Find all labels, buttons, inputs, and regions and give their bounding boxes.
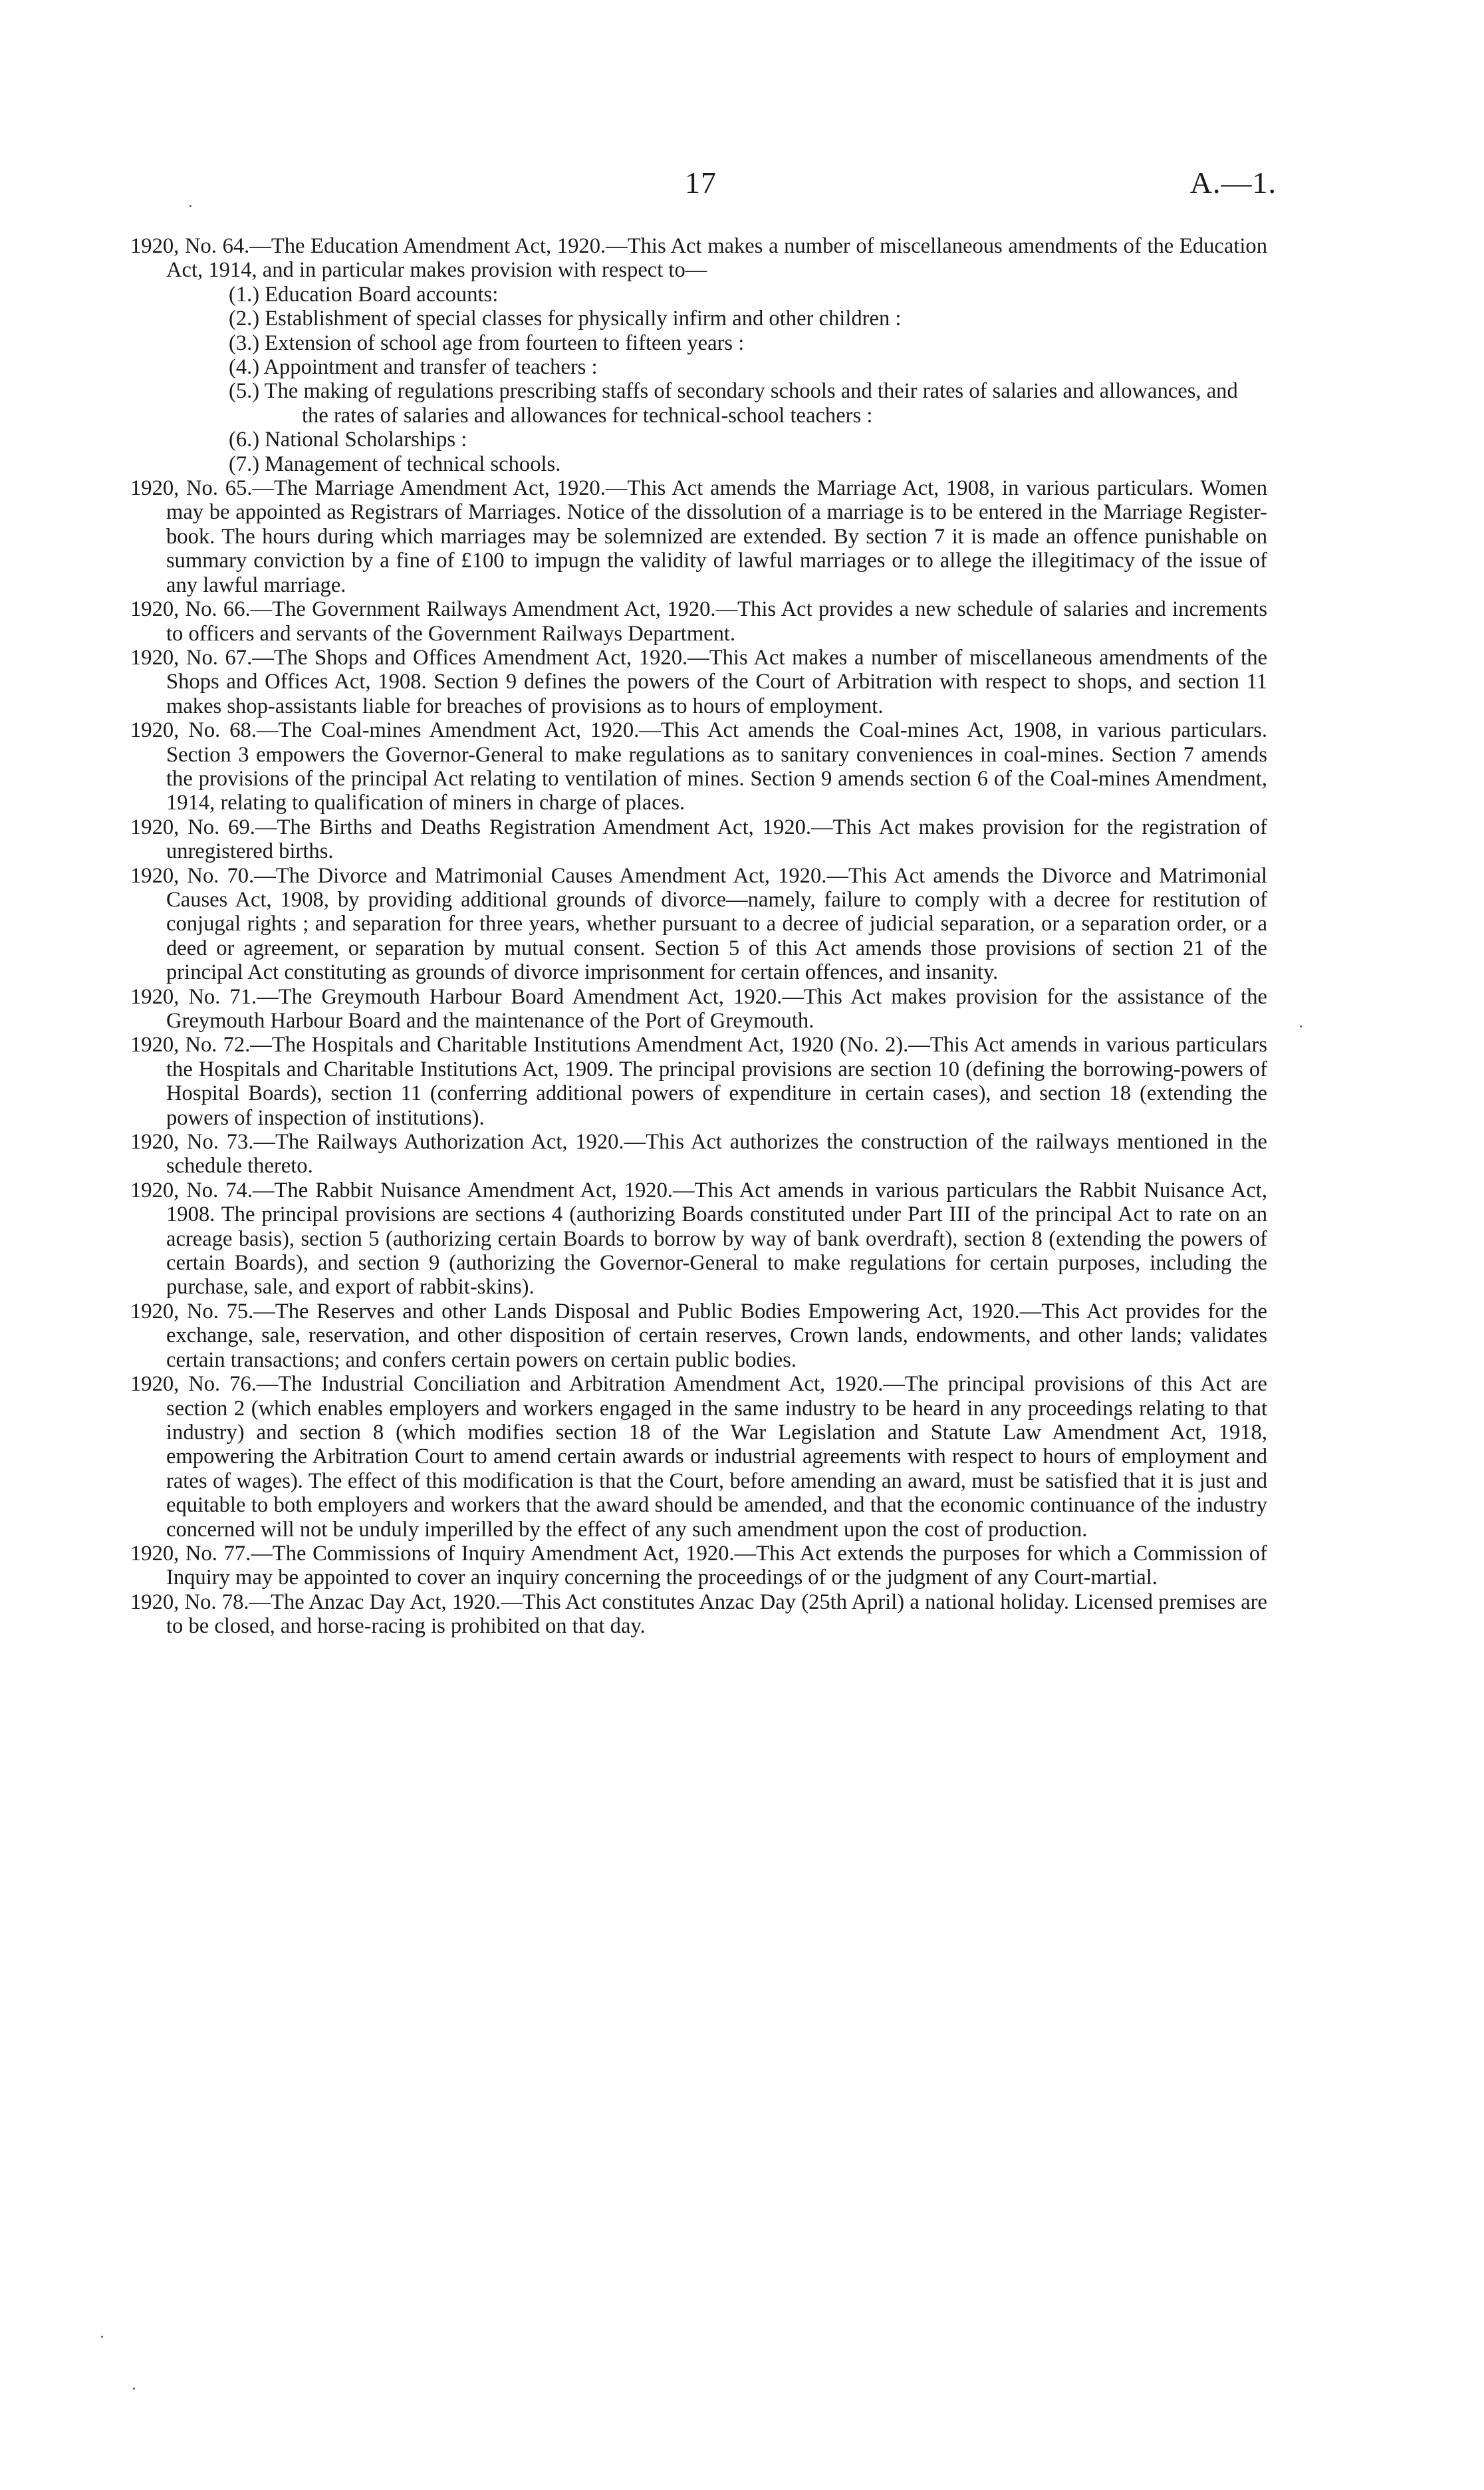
act-entry-64: 1920, No. 64.—The Education Amendment Act, 1920.—This Act makes a number of miscellaneous amendments of the Education Act, 1914, and in particular makes provision with respect to— — [130, 234, 1267, 283]
provision-item: (5.) The making of regulations prescribing staffs of secondary schools and their rates of salaries and allowances, and the rates of salaries and allowances for technical-school teachers : — [229, 379, 1238, 428]
scan-speck — [133, 2388, 135, 2390]
document-reference: A.—1. — [1189, 166, 1277, 200]
act-entry-66: 1920, No. 66.—The Government Railways Amendment Act, 1920.—This Act provides a new schedule of salaries and increments to officers and servants of the Government Railways Department. — [130, 597, 1267, 646]
act-entry-74: 1920, No. 74.—The Rabbit Nuisance Amendment Act, 1920.—This Act amends in various particulars the Rabbit Nuisance Act, 1908. The principal provisions are sections 4 (authorizing Boards constituted under Part III of the principal Act to rate on an acreage basis), section 5 (authorizing certain Boards to borrow by way of bank overdraft), section 8 (extending the powers of certain Boards), and section 9 (authorizing the Governor-General to make regulations for certain purposes, including the purchase, sale, and export of rabbit-skins). — [130, 1178, 1267, 1300]
act-entry-73: 1920, No. 73.—The Railways Authorization Act, 1920.—This Act authorizes the construction of the railways mentioned in the schedule thereto. — [130, 1130, 1267, 1178]
act-list — [130, 234, 1267, 1639]
page-header — [0, 165, 1484, 205]
provision-item: (1.) Education Board accounts: — [229, 282, 499, 307]
act-entry-76: 1920, No. 76.—The Industrial Conciliation and Arbitration Amendment Act, 1920.—The principal provisions of this Act are section 2 (which enables employers and workers engaged in the same industry to be heard in any proceedings relating to that industry) and section 8 (which modifies section 18 of the War Legislation and Statute Law Amendment Act, 1918, empowering the Arbitration Court to amend certain awards or industrial agreements with respect to hours of employment and rates of wages). The effect of this modification is that the Court, before amending an award, must be satisfied that it is just and equitable to both employers and workers that the award should be amended, and that the economic continuance of the industry concerned will not be unduly imperilled by the effect of any such amendment upon the cost of production. — [130, 1372, 1267, 1542]
page-number: 17 — [685, 166, 717, 200]
act-entry-68: 1920, No. 68.—The Coal-mines Amendment Act, 1920.—This Act amends the Coal-mines Act, 1908, in various particulars. Section 3 empowers the Governor-General to make regulations as to sanitary conveniences in coal-mines. Section 7 amends the provisions of the principal Act relating to ventilation of mines. Section 9 amends section 6 of the Coal-mines Amendment, 1914, relating to qualification of miners in charge of places. — [130, 718, 1267, 815]
act-entry-70: 1920, No. 70.—The Divorce and Matrimonial Causes Amendment Act, 1920.—This Act amends the Divorce and Matrimonial Causes Act, 1908, by providing additional grounds of divorce—namely, failure to comply with a decree for restitution of conjugal rights ; and separation for three years, whether pursuant to a decree of judicial separation, or a separation order, or a deed or agreement, or separation by mutual consent. Section 5 of this Act amends those provisions of section 21 of the principal Act constituting as grounds of divorce imprisonment for certain offences, and insanity. — [130, 863, 1267, 985]
provision-item: (6.) National Scholarships : — [229, 428, 467, 452]
act-entry-67: 1920, No. 67.—The Shops and Offices Amendment Act, 1920.—This Act makes a number of miscellaneous amendments of the Shops and Offices Act, 1908. Section 9 defines the powers of the Court of Arbitration with respect to shops, and section 11 makes shop-assistants liable for breaches of provisions as to hours of employment. — [130, 645, 1267, 718]
act-entry-72: 1920, No. 72.—The Hospitals and Charitable Institutions Amendment Act, 1920 (No. 2).—This Act amends in various particulars the Hospitals and Charitable Institutions Act, 1909. The principal provisions are section 10 (defining the borrowing-powers of Hospital Boards), section 11 (conferring additional powers of expenditure in certain cases), and section 18 (extending the powers of inspection of institutions). — [130, 1033, 1267, 1130]
scan-speck — [101, 2336, 103, 2338]
scan-speck — [189, 205, 191, 207]
act-entry-78: 1920, No. 78.—The Anzac Day Act, 1920.—This Act constitutes Anzac Day (25th April) a national holiday. Licensed premises are to be closed, and horse-racing is prohibited on that day. — [130, 1590, 1267, 1639]
act-entry-65: 1920, No. 65.—The Marriage Amendment Act, 1920.—This Act amends the Marriage Act, 1908, in various particulars. Women may be appointed as Registrars of Marriages. Notice of the dissolution of a marriage is to be entered in the Marriage Register-book. The hours during which marriages may be solemnized are extended. By section 7 it is made an offence punishable on summary conviction by a fine of £100 to impugn the validity of lawful marriages or to allege the illegitimacy of the issue of any lawful marriage. — [130, 476, 1267, 597]
act-entry-75: 1920, No. 75.—The Reserves and other Lands Disposal and Public Bodies Empowering Act, 1920.—This Act provides for the exchange, sale, reservation, and other disposition of certain reserves, Crown lands, endowments, and other lands; validates certain transactions; and confers certain powers on certain public bodies. — [130, 1299, 1267, 1372]
act-entry-69: 1920, No. 69.—The Births and Deaths Registration Amendment Act, 1920.—This Act makes provision for the registration of unregistered births. — [130, 815, 1267, 864]
scan-speck — [1300, 1026, 1302, 1028]
act-entry-77: 1920, No. 77.—The Commissions of Inquiry Amendment Act, 1920.—This Act extends the purposes for which a Commission of Inquiry may be appointed to cover an inquiry concerning the proceedings of or the judgment of any Court-martial. — [130, 1541, 1267, 1590]
act-64-provisions-list — [130, 283, 1267, 476]
provision-item: (4.) Appointment and transfer of teachers : — [229, 355, 598, 380]
provision-item: (3.) Extension of school age from fourteen to fifteen years : — [229, 331, 745, 355]
provision-item: (2.) Establishment of special classes for physically infirm and other children : — [229, 307, 902, 331]
provision-item: (7.) Management of technical schools. — [229, 452, 561, 476]
act-entry-71: 1920, No. 71.—The Greymouth Harbour Board Amendment Act, 1920.—This Act makes provision for the assistance of the Greymouth Harbour Board and the maintenance of the Port of Greymouth. — [130, 984, 1267, 1033]
